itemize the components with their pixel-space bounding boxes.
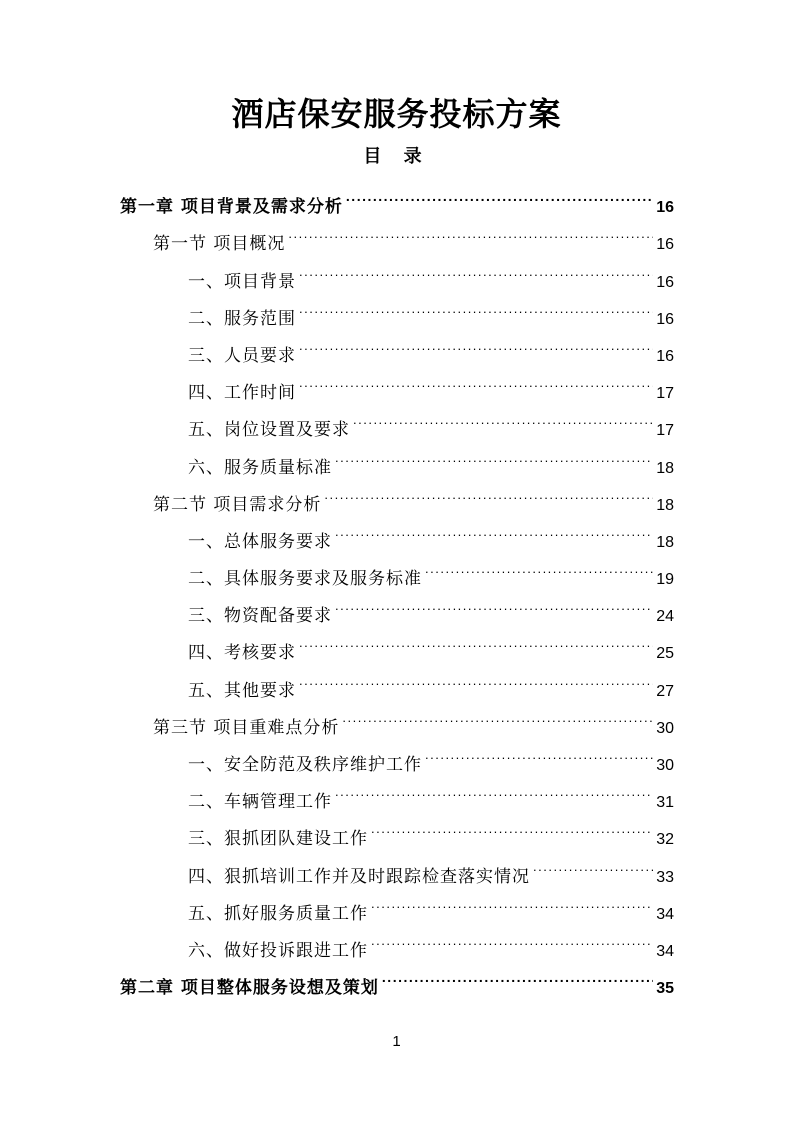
toc-dot-leader [299, 621, 653, 658]
toc-entry-label: 三、狠抓团队建设工作 [188, 829, 368, 850]
toc-dot-leader [335, 435, 653, 472]
toc-entry-label: 第二节 项目需求分析 [153, 494, 322, 515]
toc-entry-page: 18 [656, 496, 674, 514]
toc-entry-page: 30 [656, 757, 674, 774]
toc-dot-leader [299, 287, 653, 324]
document-title: 酒店保安服务投标方案 [231, 95, 562, 133]
toc-entry-page: 17 [656, 385, 674, 403]
toc-dot-leader [371, 919, 653, 956]
toc-entry-page: 27 [656, 682, 674, 700]
toc-dot-leader [335, 510, 653, 547]
toc-entry-label: 第二章 项目整体服务设想及策划 [120, 978, 379, 999]
toc-entry-page: 25 [656, 645, 674, 663]
toc-entry-page: 18 [656, 459, 674, 477]
toc-entry-page: 18 [656, 533, 674, 551]
toc-entry-page: 16 [656, 347, 674, 365]
page-number: 1 [392, 1033, 401, 1050]
toc-entry-label: 五、岗位设置及要求 [188, 420, 350, 441]
toc-entry-page: 16 [656, 273, 674, 291]
toc-dot-leader [299, 361, 653, 398]
toc-dot-leader [299, 324, 653, 361]
toc-entry-label: 第一章 项目背景及需求分析 [120, 197, 343, 218]
toc-entry-label: 三、物资配备要求 [188, 606, 332, 627]
toc-entry-page: 32 [656, 831, 674, 849]
toc-dot-leader [342, 696, 653, 733]
toc-entry-label: 一、总体服务要求 [188, 531, 332, 552]
toc-dot-leader [382, 956, 653, 993]
toc-dot-leader [425, 733, 653, 770]
toc-entry-label: 第三节 项目重难点分析 [153, 717, 340, 738]
toc-entry-label: 一、安全防范及秩序维护工作 [188, 755, 422, 775]
toc-entry-page: 30 [656, 719, 674, 737]
toc-dot-leader [371, 807, 653, 844]
toc-dot-leader [371, 882, 653, 919]
toc-dot-leader [335, 584, 653, 621]
toc-entry-label: 二、具体服务要求及服务标准 [188, 569, 422, 590]
toc-entry-page: 16 [656, 310, 674, 328]
toc-dot-leader [533, 844, 653, 881]
toc-dot-leader [425, 547, 653, 584]
table-of-contents [120, 175, 674, 999]
toc-entry-label: 二、车辆管理工作 [188, 792, 332, 813]
toc-entry-label: 一、项目背景 [188, 271, 296, 292]
toc-entry-label: 第一节 项目概况 [153, 234, 286, 255]
toc-entry-page: 31 [656, 794, 674, 812]
toc-entry-page: 34 [656, 942, 674, 960]
toc-dot-leader [288, 212, 653, 249]
toc-dot-leader [324, 473, 653, 510]
toc-entry-label: 五、抓好服务质量工作 [188, 903, 368, 924]
toc-entry-page: 19 [656, 571, 674, 589]
toc-entry-label: 六、做好投诉跟进工作 [188, 940, 368, 961]
toc-entry-label: 四、狠抓培训工作并及时跟踪检查落实情况 [188, 866, 530, 887]
toc-entry-page: 16 [656, 199, 674, 217]
toc-heading: 目 录 [363, 146, 430, 167]
toc-entry-label: 六、服务质量标准 [188, 457, 332, 478]
toc-entry-page: 35 [656, 980, 674, 998]
toc-entry-page: 17 [656, 422, 674, 440]
toc-entry-page: 16 [656, 236, 674, 254]
toc-entry-label: 四、考核要求 [188, 643, 296, 664]
toc-dot-leader [353, 398, 653, 435]
toc-entry-label: 五、其他要求 [188, 680, 296, 701]
toc-dot-leader [335, 770, 653, 807]
toc-dot-leader [299, 658, 653, 695]
toc-dot-leader [346, 175, 653, 212]
toc-entry-page: 24 [656, 608, 674, 626]
toc-entry-page: 33 [656, 868, 674, 886]
toc-entry-label: 二、服务范围 [188, 308, 296, 329]
toc-dot-leader [299, 249, 653, 286]
toc-entry-page: 34 [656, 905, 674, 923]
toc-entry-label: 三、人员要求 [188, 345, 296, 366]
toc-entry-label: 四、工作时间 [188, 383, 296, 404]
toc-entry[interactable] [120, 175, 674, 218]
